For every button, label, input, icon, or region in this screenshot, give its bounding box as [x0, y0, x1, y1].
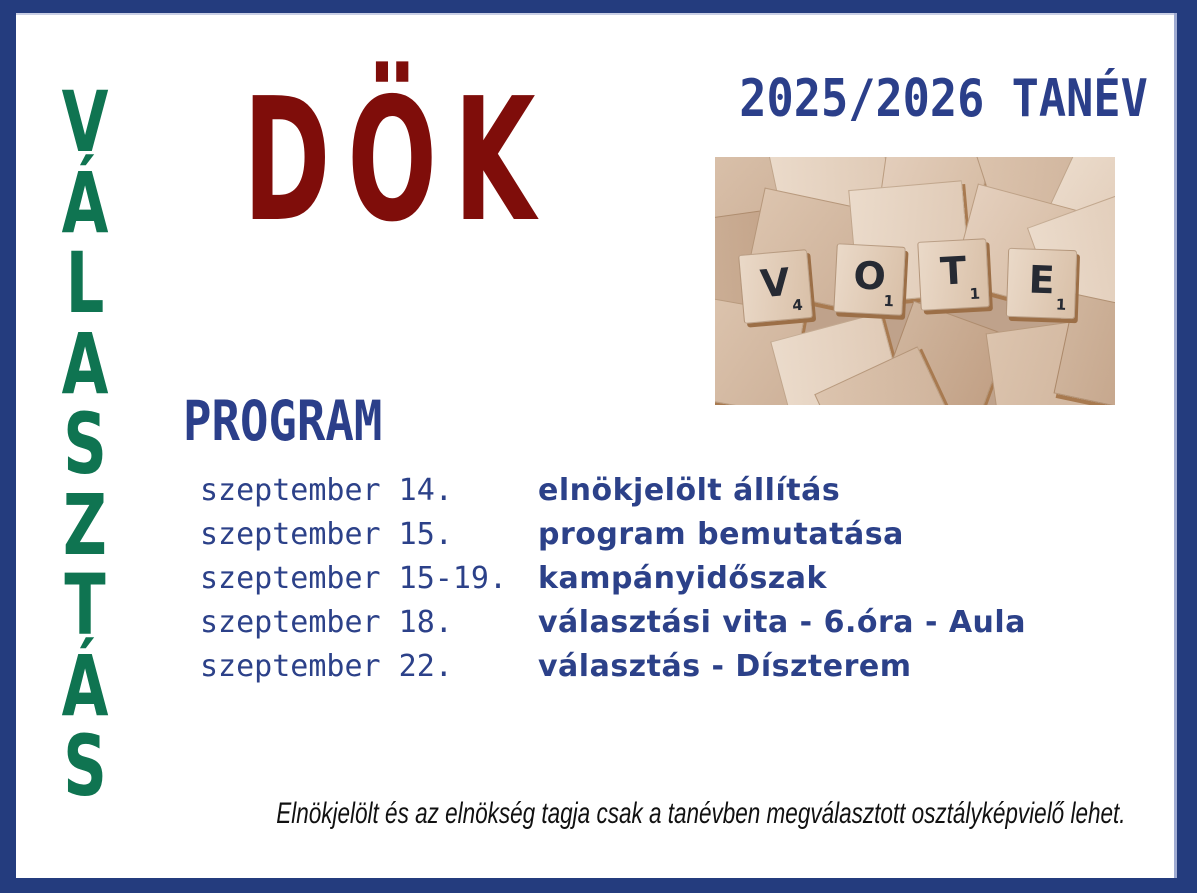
scrabble-tile-v	[738, 249, 813, 324]
vertical-title-valasztas	[53, 73, 118, 815]
program-date: szeptember 22.	[200, 648, 453, 684]
vertical-title-letter: L	[65, 234, 105, 332]
program-row	[200, 644, 1026, 688]
page-border-right	[1174, 13, 1197, 878]
tile-letter: T	[939, 248, 968, 294]
school-year-label: 2025/2026 TANÉV	[739, 69, 1148, 129]
program-event: program bemutatása	[538, 516, 904, 552]
program-event: választási vita - 6.óra - Aula	[538, 604, 1026, 640]
tile-value: 1	[969, 284, 981, 304]
vertical-title-letter: T	[64, 556, 106, 654]
vertical-title-letter: Á	[61, 636, 109, 735]
tile-letter: E	[1027, 257, 1056, 303]
program-date: szeptember 18.	[200, 604, 453, 640]
page-border-bottom	[0, 878, 1197, 893]
program-list	[200, 468, 1026, 688]
page-border-top	[0, 0, 1197, 15]
tile-value: 1	[1055, 295, 1067, 314]
tile-value: 1	[882, 291, 895, 311]
tile-letter: V	[758, 259, 792, 307]
tile-value: 4	[791, 295, 804, 315]
program-row	[200, 512, 1026, 556]
program-row	[200, 556, 1026, 600]
vertical-title-letter: S	[63, 717, 107, 815]
dok-title: DÖK	[243, 62, 553, 260]
vertical-title-letter: A	[61, 314, 109, 413]
program-date: szeptember 14.	[200, 472, 453, 508]
scrabble-tile-e	[1006, 248, 1077, 319]
scrabble-tile-o	[833, 243, 906, 316]
program-event: választás - Díszterem	[538, 648, 912, 684]
vertical-title-letter: Á	[61, 153, 109, 252]
vertical-title-letter: S	[63, 395, 107, 493]
program-heading: PROGRAM	[183, 389, 383, 453]
program-event: elnökjelölt állítás	[538, 472, 841, 508]
program-row	[200, 600, 1026, 644]
vote-photo	[715, 157, 1115, 405]
program-row	[200, 468, 1026, 512]
footer-note: Elnökjelölt és az elnökség tagja csak a tanévben megválasztott osztályképvielő lehet.	[276, 797, 1126, 830]
program-date: szeptember 15.	[200, 516, 453, 552]
program-event: kampányidőszak	[538, 560, 827, 596]
vertical-title-letter: Z	[63, 475, 107, 574]
tile-letter: O	[852, 253, 887, 299]
page-border-left	[0, 13, 16, 878]
vertical-title-letter: V	[61, 73, 109, 171]
program-date: szeptember 15-19.	[200, 560, 508, 596]
scrabble-tile-t	[917, 238, 990, 311]
